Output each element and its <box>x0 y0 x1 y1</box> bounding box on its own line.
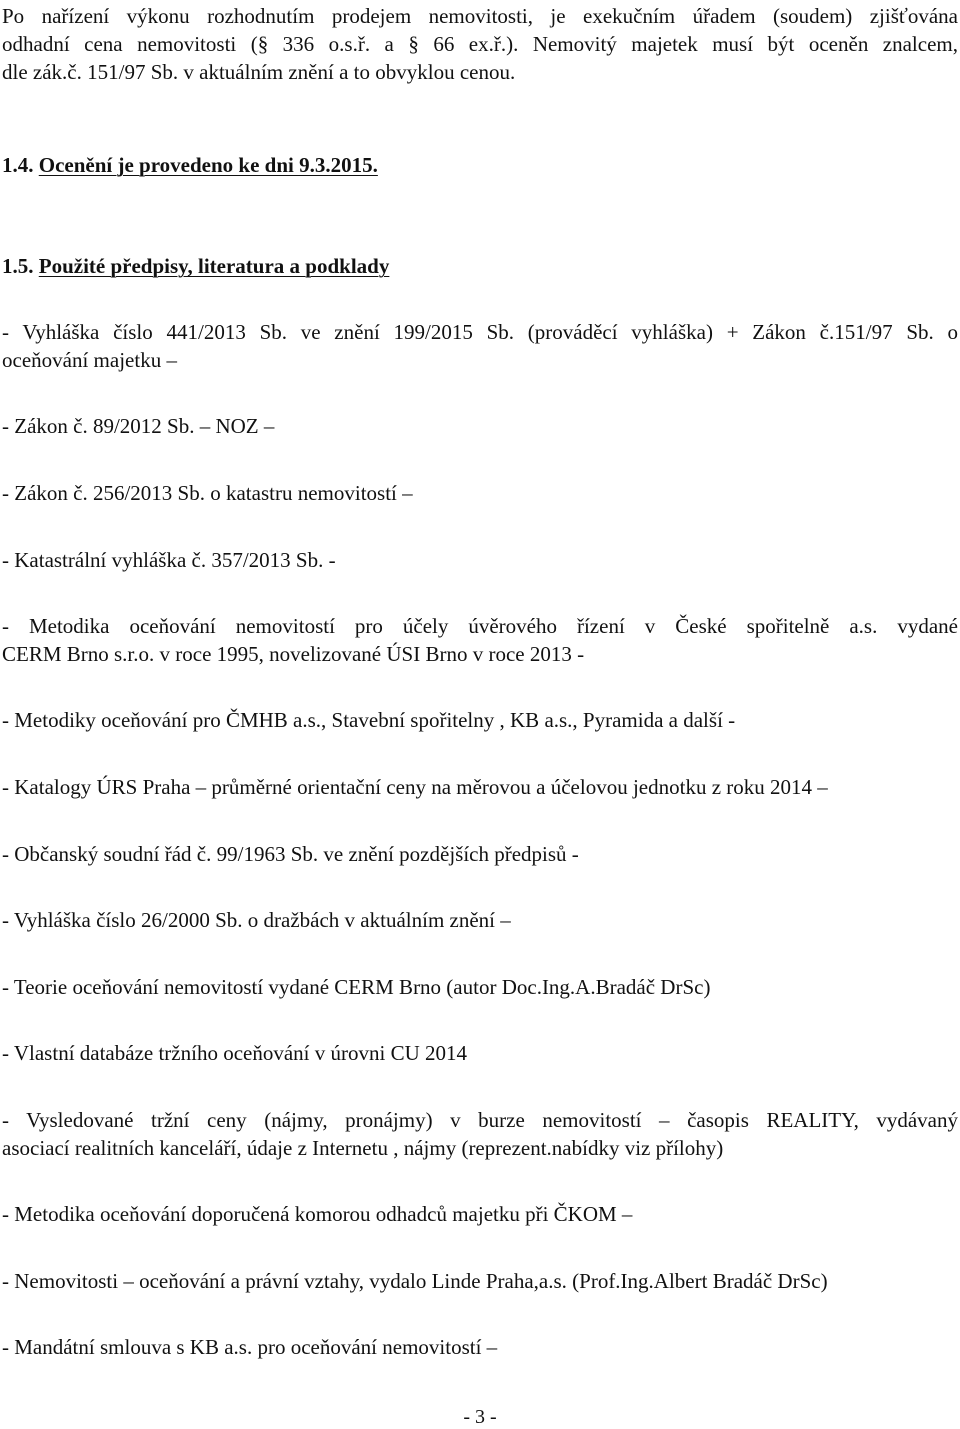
list-item-metodika-ckom: - Metodika oceňování doporučená komorou odhadců majetku při ČKOM – <box>2 1202 633 1226</box>
list-item-vysledovane-ceny-line-1: - Vysledované tržní ceny (nájmy, pronájmy) v burze nemovitostí – časopis REALITY, vydávaný <box>2 1108 958 1132</box>
section-1-5-heading <box>2 254 389 278</box>
list-item-mandatni-smlouva: - Mandátní smlouva s KB a.s. pro oceňování nemovitostí – <box>2 1335 498 1359</box>
page-number: - 3 - <box>463 1406 497 1428</box>
intro-line-1: Po nařízení výkonu rozhodnutím prodejem nemovitosti, je exekučním úřadem (soudem) zjišťována <box>2 4 958 28</box>
section-1-4-heading <box>2 153 378 177</box>
list-item-vyhlaska-441-line-1: - Vyhláška číslo 441/2013 Sb. ve znění 199/2015 Sb. (prováděcí vyhláška) + Zákon č.151/97 Sb. o <box>2 320 958 344</box>
list-item-teorie-ocenovani: - Teorie oceňování nemovitostí vydané CERM Brno (autor Doc.Ing.A.Bradáč DrSc) <box>2 975 711 999</box>
list-item-vyhlaska-26-2000: - Vyhláška číslo 26/2000 Sb. o dražbách v aktuálním znění – <box>2 908 511 932</box>
list-item-zakon-256-2013: - Zákon č. 256/2013 Sb. o katastru nemovitostí – <box>2 481 413 505</box>
list-item-obcansky-soudni-rad: - Občanský soudní řád č. 99/1963 Sb. ve znění pozdějších předpisů - <box>2 842 579 866</box>
list-item-katastralni-vyhlaska: - Katastrální vyhláška č. 357/2013 Sb. - <box>2 548 336 572</box>
list-item-zakon-89-2012: - Zákon č. 89/2012 Sb. – NOZ – <box>2 414 275 438</box>
list-item-metodiky-cmhb: - Metodiky oceňování pro ČMHB a.s., Stavební spořitelny , KB a.s., Pyramida a další - <box>2 708 736 732</box>
list-item-metodika-cs-line-2: CERM Brno s.r.o. v roce 1995, novelizované ÚSI Brno v roce 2013 - <box>2 642 585 666</box>
intro-line-3: dle zák.č. 151/97 Sb. v aktuálním znění a to obvyklou cenou. <box>2 60 516 84</box>
section-1-4-title: Ocenění je provedeno ke dni 9.3.2015. <box>38 153 378 177</box>
list-item-metodika-cs-line-1: - Metodika oceňování nemovitostí pro účely úvěrového řízení v České spořitelně a.s. vydané <box>2 614 958 638</box>
list-item-vlastni-databaze: - Vlastní databáze tržního oceňování v úrovni CU 2014 <box>2 1041 467 1065</box>
section-1-4-number: 1.4. <box>2 153 34 177</box>
list-item-nemovitosti-linde: - Nemovitosti – oceňování a právní vztahy, vydalo Linde Praha,a.s. (Prof.Ing.Albert Bradáč DrSc) <box>2 1269 828 1293</box>
intro-line-2: odhadní cena nemovitosti (§ 336 o.s.ř. a § 66 ex.ř.). Nemovitý majetek musí být oceněn znalcem, <box>2 32 958 56</box>
section-1-5-title: Použité předpisy, literatura a podklady <box>38 254 390 278</box>
list-item-katalogy-urs: - Katalogy ÚRS Praha – průměrné orientační ceny na měrovou a účelovou jednotku z roku 2014 – <box>2 775 828 799</box>
list-item-vyhlaska-441-line-2: oceňování majetku – <box>2 348 177 372</box>
section-1-5-number: 1.5. <box>2 254 34 278</box>
list-item-vysledovane-ceny-line-2: asociací realitních kanceláří, údaje z Internetu , nájmy (reprezent.nabídky viz přílohy) <box>2 1136 724 1160</box>
